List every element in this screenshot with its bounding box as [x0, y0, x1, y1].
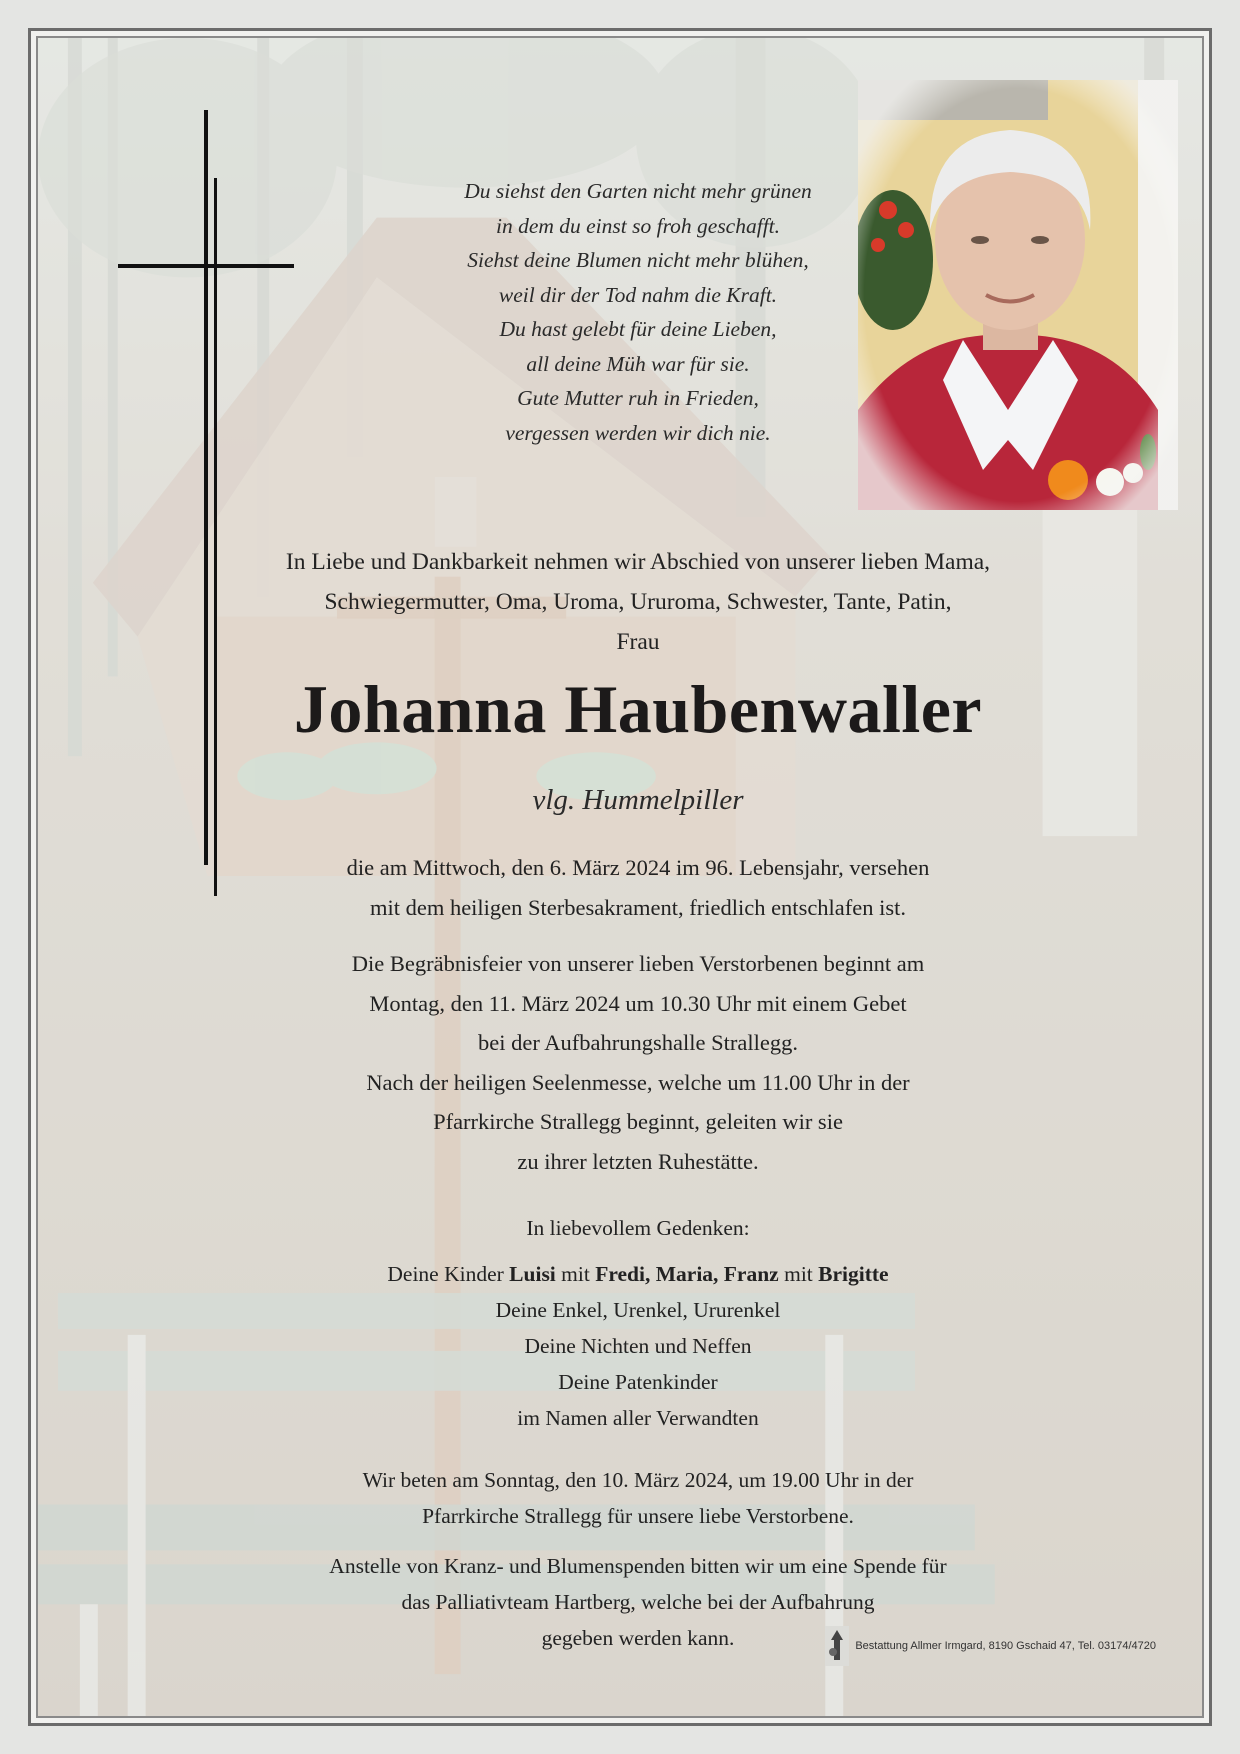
- child-partner-name: Brigitte: [818, 1262, 889, 1286]
- prayer-line: Wir beten am Sonntag, den 10. März 2024, um 19.00 Uhr in der: [362, 1468, 914, 1492]
- poem-line: all deine Müh war für sie.: [526, 351, 750, 376]
- mourners-list: [178, 1256, 1098, 1436]
- funeral-line: Montag, den 11. März 2024 um 10.30 Uhr mit einem Gebet: [369, 990, 907, 1016]
- with-word: mit: [561, 1262, 590, 1286]
- intro-line: In Liebe und Dankbarkeit nehmen wir Abschied von unserer lieben Mama,: [285, 549, 991, 575]
- funeral-line: Nach der heiligen Seelenmesse, welche um 11.00 Uhr in der: [366, 1069, 910, 1095]
- child-name: Franz: [723, 1262, 779, 1286]
- intro-text: [178, 542, 1098, 662]
- notice-card: [36, 36, 1204, 1718]
- with-word: mit: [784, 1262, 813, 1286]
- poem-line: weil dir der Tod nahm die Kraft.: [498, 282, 778, 307]
- mourners-line: Deine Patenkinder: [558, 1370, 718, 1394]
- separator: ,: [644, 1262, 651, 1286]
- poem-line: Du siehst den Garten nicht mehr grünen: [464, 179, 812, 203]
- poem-line: Gute Mutter ruh in Frieden,: [517, 386, 759, 410]
- funeral-home-logo-icon: [825, 1626, 849, 1666]
- funeral-line: bei der Aufbahrungshalle Strallegg.: [478, 1030, 798, 1055]
- poem: [338, 174, 938, 450]
- child-name: Maria: [655, 1262, 714, 1286]
- mourners-line: Deine Nichten und Neffen: [524, 1334, 752, 1358]
- prayer-info: [178, 1462, 1098, 1534]
- donation-line: gegeben werden kann.: [541, 1626, 735, 1650]
- deceased-name: Johanna Haubenwaller: [293, 671, 983, 747]
- intro-line: Frau: [616, 629, 660, 655]
- prayer-line: Pfarrkirche Strallegg für unsere liebe Verstorbene.: [422, 1504, 854, 1528]
- funeral-details: [178, 944, 1098, 1181]
- memory-title: In liebevollem Gedenken:: [526, 1216, 750, 1240]
- donation-line: das Palliativteam Hartberg, welche bei der Aufbahrung: [401, 1590, 875, 1614]
- poem-line: vergessen werden wir dich nie.: [505, 420, 771, 445]
- death-notice-line: die am Mittwoch, den 6. März 2024 im 96. Lebensjahr, versehen: [346, 855, 930, 880]
- children-line: [178, 1256, 1098, 1292]
- deceased-nickname: vlg. Hummelpiller: [532, 784, 744, 816]
- child-partner-name: Fredi: [595, 1262, 645, 1286]
- funeral-line: Die Begräbnisfeier von unserer lieben Verstorbenen beginnt am: [351, 951, 925, 976]
- funeral-home-footer: [825, 1626, 1156, 1666]
- funeral-line: Pfarrkirche Strallegg beginnt, geleiten wir sie: [433, 1109, 843, 1134]
- poem-line: in dem du einst so froh geschafft.: [495, 213, 781, 238]
- poem-line: Siehst deine Blumen nicht mehr blühen,: [467, 248, 809, 272]
- mourners-line: im Namen aller Verwandten: [517, 1406, 759, 1430]
- footer-text: Bestattung Allmer Irmgard, 8190 Gschaid 47, Tel. 03174/4720: [855, 1640, 1156, 1652]
- donation-line: Anstelle von Kranz- und Blumenspenden bitten wir um eine Spende für: [329, 1554, 947, 1578]
- children-prefix: Deine Kinder: [387, 1262, 504, 1286]
- poem-line: Du hast gelebt für deine Lieben,: [499, 317, 777, 341]
- child-name: Luisi: [509, 1262, 556, 1286]
- funeral-line: zu ihrer letzten Ruhestätte.: [517, 1148, 759, 1174]
- death-notice: [178, 848, 1098, 927]
- intro-line: Schwiegermutter, Oma, Uroma, Ururoma, Schwester, Tante, Patin,: [324, 589, 952, 615]
- mourners-line: Deine Enkel, Urenkel, Ururenkel: [495, 1298, 781, 1322]
- death-notice-line: mit dem heiligen Sterbesakrament, friedlich entschlafen ist.: [369, 894, 907, 920]
- separator: ,: [713, 1262, 719, 1286]
